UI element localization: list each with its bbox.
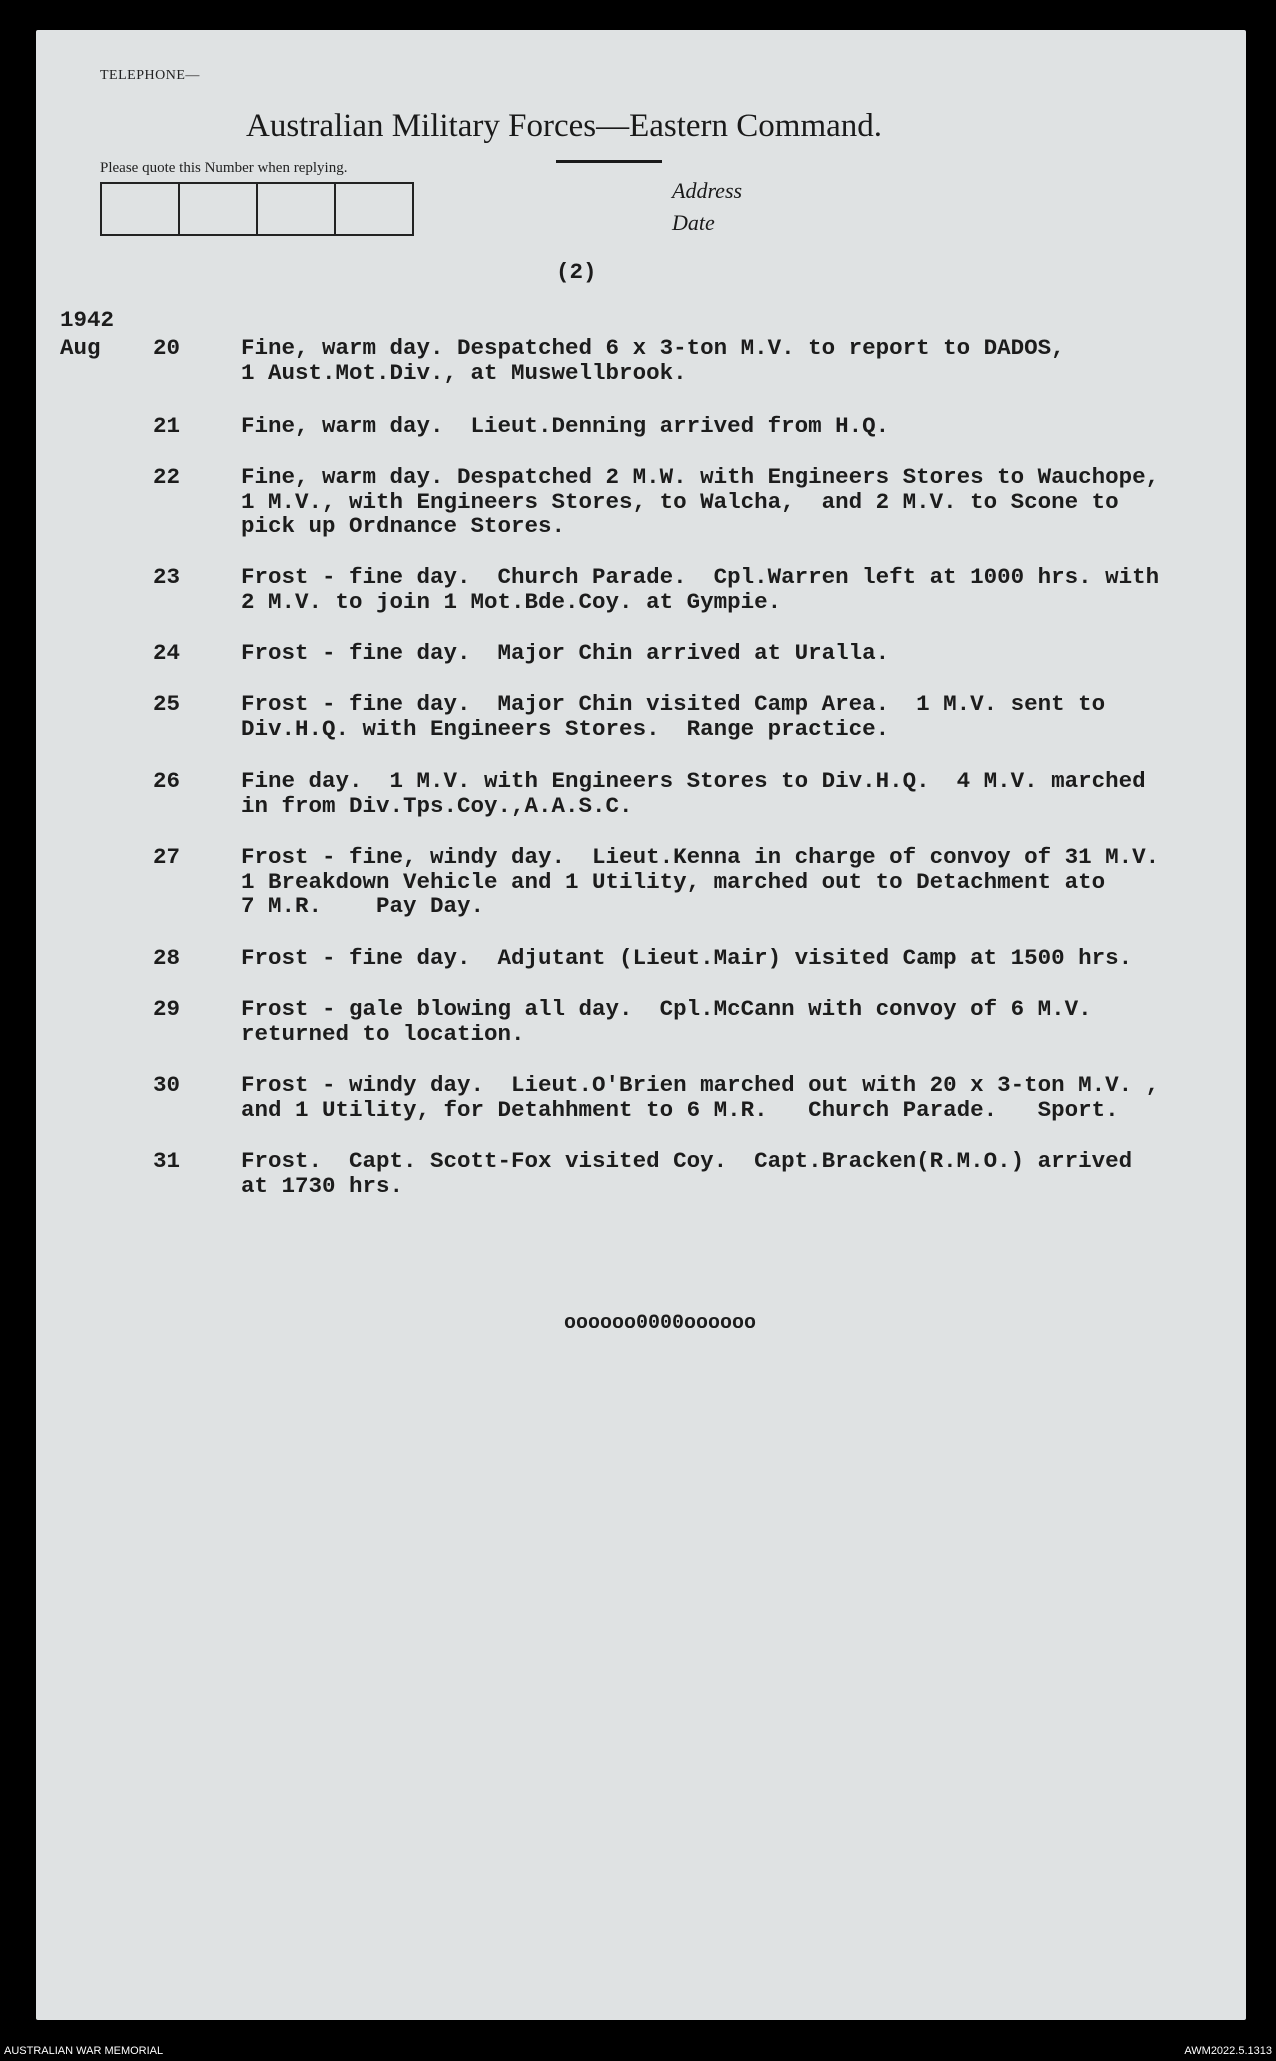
- year-heading: 1942: [60, 307, 115, 333]
- date-label: Date: [672, 210, 715, 235]
- entry-line: returned to location.: [241, 1020, 525, 1047]
- entry-day: 30: [152, 1072, 180, 1098]
- entry-text: [241, 997, 1276, 1046]
- entry-day: 21: [152, 413, 180, 439]
- entry-line: Div.H.Q. with Engineers Stores. Range practice.: [241, 715, 890, 742]
- entry-text: [241, 565, 1276, 614]
- entry-line: Fine day. 1 M.V. with Engineers Stores to Div.H.Q. 4 M.V. marched: [241, 768, 1146, 794]
- reference-cell: [180, 184, 258, 234]
- end-mark: oooooo0000oooooo: [564, 1312, 757, 1335]
- entry-line: pick up Ordnance Stores.: [241, 513, 566, 539]
- entry-text: [241, 465, 1276, 539]
- entry-text: [241, 1073, 1276, 1122]
- entry-line: Frost - fine day. Major Chin visited Camp Area. 1 M.V. sent to: [241, 691, 1106, 717]
- entry-line: 1 Breakdown Vehicle and 1 Utility, marched out to Detachment ato: [241, 868, 1106, 895]
- entry-line: 7 M.R. Pay Day.: [241, 893, 485, 919]
- entry-line: 1 Aust.Mot.Div., at Muswellbrook.: [241, 359, 687, 386]
- entry-text: [241, 946, 1276, 971]
- entry-day: 29: [152, 996, 180, 1022]
- entry-text: [241, 769, 1276, 818]
- quote-instruction: Please quote this Number when replying.: [100, 160, 348, 176]
- entry-line: Frost - fine day. Adjutant (Lieut.Mair) visited Camp at 1500 hrs.: [241, 945, 1133, 971]
- entry-month: Aug: [60, 335, 101, 361]
- entry-line: Frost. Capt. Scott-Fox visited Coy. Capt.Bracken(R.M.O.) arrived: [241, 1148, 1133, 1174]
- entry-text: [241, 1149, 1276, 1198]
- entry-text: [241, 692, 1276, 741]
- entry-line: in from Div.Tps.Coy.,A.A.S.C.: [241, 792, 633, 819]
- footer-source: AUSTRALIAN WAR MEMORIAL: [4, 2045, 164, 2057]
- entry-line: Fine, warm day. Despatched 2 M.W. with Engineers Stores to Wauchope,: [241, 464, 1160, 490]
- entry-day: 26: [152, 768, 180, 794]
- entry-day: 28: [152, 945, 180, 971]
- reference-cell: [336, 184, 412, 234]
- page-number: (2): [556, 259, 597, 285]
- entry-line: Fine, warm day. Lieut.Denning arrived from H.Q.: [241, 413, 890, 439]
- letterhead-underline: [556, 160, 662, 163]
- reference-cell: [258, 184, 336, 234]
- entry-line: Frost - fine, windy day. Lieut.Kenna in charge of convoy of 31 M.V.: [241, 844, 1160, 870]
- entry-text: [241, 845, 1276, 919]
- entry-day: 27: [152, 844, 180, 870]
- entry-day: 20: [152, 335, 180, 361]
- entry-text: [241, 641, 1276, 666]
- telephone-label: TELEPHONE—: [100, 68, 200, 83]
- entry-day: 31: [152, 1148, 180, 1174]
- letterhead-title: Australian Military Forces—Eastern Command.: [246, 108, 883, 144]
- entry-line: Frost - fine day. Church Parade. Cpl.Warren left at 1000 hrs. with: [241, 564, 1160, 590]
- footer-reference: AWM2022.5.1313: [1184, 2045, 1272, 2057]
- entry-day: 22: [152, 464, 180, 490]
- entry-line: 2 M.V. to join 1 Mot.Bde.Coy. at Gympie.: [241, 588, 782, 615]
- reference-number-box: [100, 182, 414, 236]
- entry-day: 25: [152, 691, 180, 717]
- entry-line: at 1730 hrs.: [241, 1172, 404, 1199]
- entry-line: Frost - windy day. Lieut.O'Brien marched out with 20 x 3-ton M.V. ,: [241, 1072, 1160, 1098]
- entry-line: and 1 Utility, for Detahhment to 6 M.R. Church Parade. Sport.: [241, 1096, 1119, 1123]
- entry-line: 1 M.V., with Engineers Stores, to Walcha, and 2 M.V. to Scone to: [241, 488, 1119, 515]
- entry-text: [241, 414, 1276, 439]
- entry-line: Frost - gale blowing all day. Cpl.McCann with convoy of 6 M.V.: [241, 996, 1092, 1022]
- entry-day: 24: [152, 640, 180, 666]
- address-label: Address: [672, 178, 743, 203]
- reference-cell: [102, 184, 180, 234]
- entry-day: 23: [152, 564, 180, 590]
- entry-text: [241, 336, 1276, 385]
- entry-line: Fine, warm day. Despatched 6 x 3-ton M.V. to report to DADOS,: [241, 335, 1065, 361]
- entry-line: Frost - fine day. Major Chin arrived at Uralla.: [241, 640, 890, 666]
